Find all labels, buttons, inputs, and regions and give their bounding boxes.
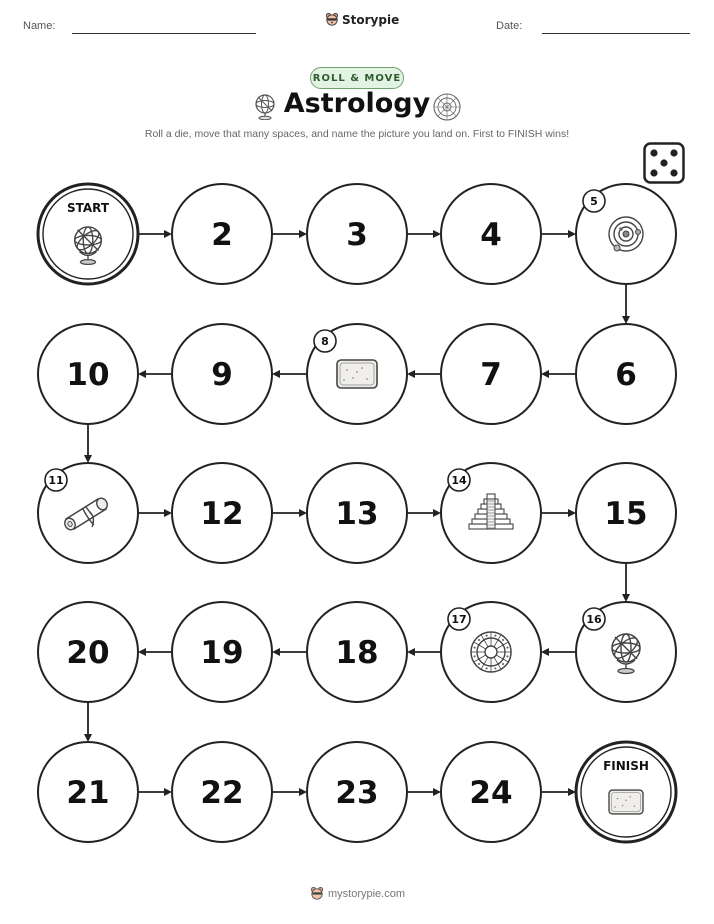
space-number: 23: [335, 775, 379, 811]
game-type-badge: ROLL & MOVE: [310, 67, 404, 89]
brand-name: Storypie: [342, 12, 400, 27]
space-number: 11: [48, 474, 64, 487]
space-number: 8: [321, 335, 329, 348]
space-number: 4: [480, 217, 502, 253]
board-space-18[interactable]: [307, 602, 407, 702]
board-space-5[interactable]: [576, 184, 676, 284]
space-label: FINISH: [603, 759, 649, 773]
space-number: 24: [469, 775, 513, 811]
board-space-25[interactable]: [576, 742, 676, 842]
board-space-15[interactable]: [576, 463, 676, 563]
date-label: Date:: [496, 20, 523, 32]
space-number: 21: [66, 775, 110, 811]
board-space-7[interactable]: [441, 324, 541, 424]
board-space-11[interactable]: [38, 463, 138, 563]
board-space-3[interactable]: [307, 184, 407, 284]
board-space-22[interactable]: [172, 742, 272, 842]
board-space-12[interactable]: [172, 463, 272, 563]
board-space-13[interactable]: [307, 463, 407, 563]
instructions: Roll a die, move that many spaces, and name the picture you land on. First to FINISH wins!: [144, 128, 570, 140]
space-number: 16: [586, 613, 602, 626]
space-number: 5: [590, 195, 598, 208]
board-space-1[interactable]: [38, 184, 138, 284]
space-number: 20: [66, 635, 110, 671]
space-number: 18: [335, 635, 379, 671]
board-space-21[interactable]: [38, 742, 138, 842]
board-space-24[interactable]: [441, 742, 541, 842]
space-number: 6: [615, 357, 637, 393]
board-space-10[interactable]: [38, 324, 138, 424]
stone-tablet-icon: [609, 790, 643, 814]
space-number: 14: [451, 474, 467, 487]
space-number: 15: [604, 496, 648, 532]
space-number: 19: [200, 635, 244, 671]
board-space-19[interactable]: [172, 602, 272, 702]
board-space-8[interactable]: [307, 324, 407, 424]
zodiac-wheel-icon: [471, 632, 511, 672]
board-space-16[interactable]: [576, 602, 676, 702]
page-title: Astrology: [283, 88, 431, 119]
board-space-2[interactable]: [172, 184, 272, 284]
board-space-23[interactable]: [307, 742, 407, 842]
board-space-9[interactable]: [172, 324, 272, 424]
board-space-4[interactable]: [441, 184, 541, 284]
space-number: 10: [66, 357, 110, 393]
footer-url: mystorypie.com: [328, 887, 406, 900]
space-number: 17: [451, 613, 467, 626]
solar-system-icon: [609, 217, 643, 251]
name-label: Name:: [23, 20, 56, 32]
board-space-14[interactable]: [441, 463, 541, 563]
space-number: 9: [211, 357, 233, 393]
storypie-mascot-icon: [310, 886, 324, 901]
space-number: 12: [200, 496, 244, 532]
space-number: 22: [200, 775, 244, 811]
board-space-6[interactable]: [576, 324, 676, 424]
footer: [310, 886, 405, 901]
space-number: 13: [335, 496, 379, 532]
board-space-17[interactable]: [441, 602, 541, 702]
stone-tablet-icon: [337, 360, 377, 388]
board-space-20[interactable]: [38, 602, 138, 702]
space-number: 7: [480, 357, 502, 393]
space-number: 2: [211, 217, 233, 253]
space-label: START: [66, 201, 110, 215]
space-number: 3: [346, 217, 368, 253]
